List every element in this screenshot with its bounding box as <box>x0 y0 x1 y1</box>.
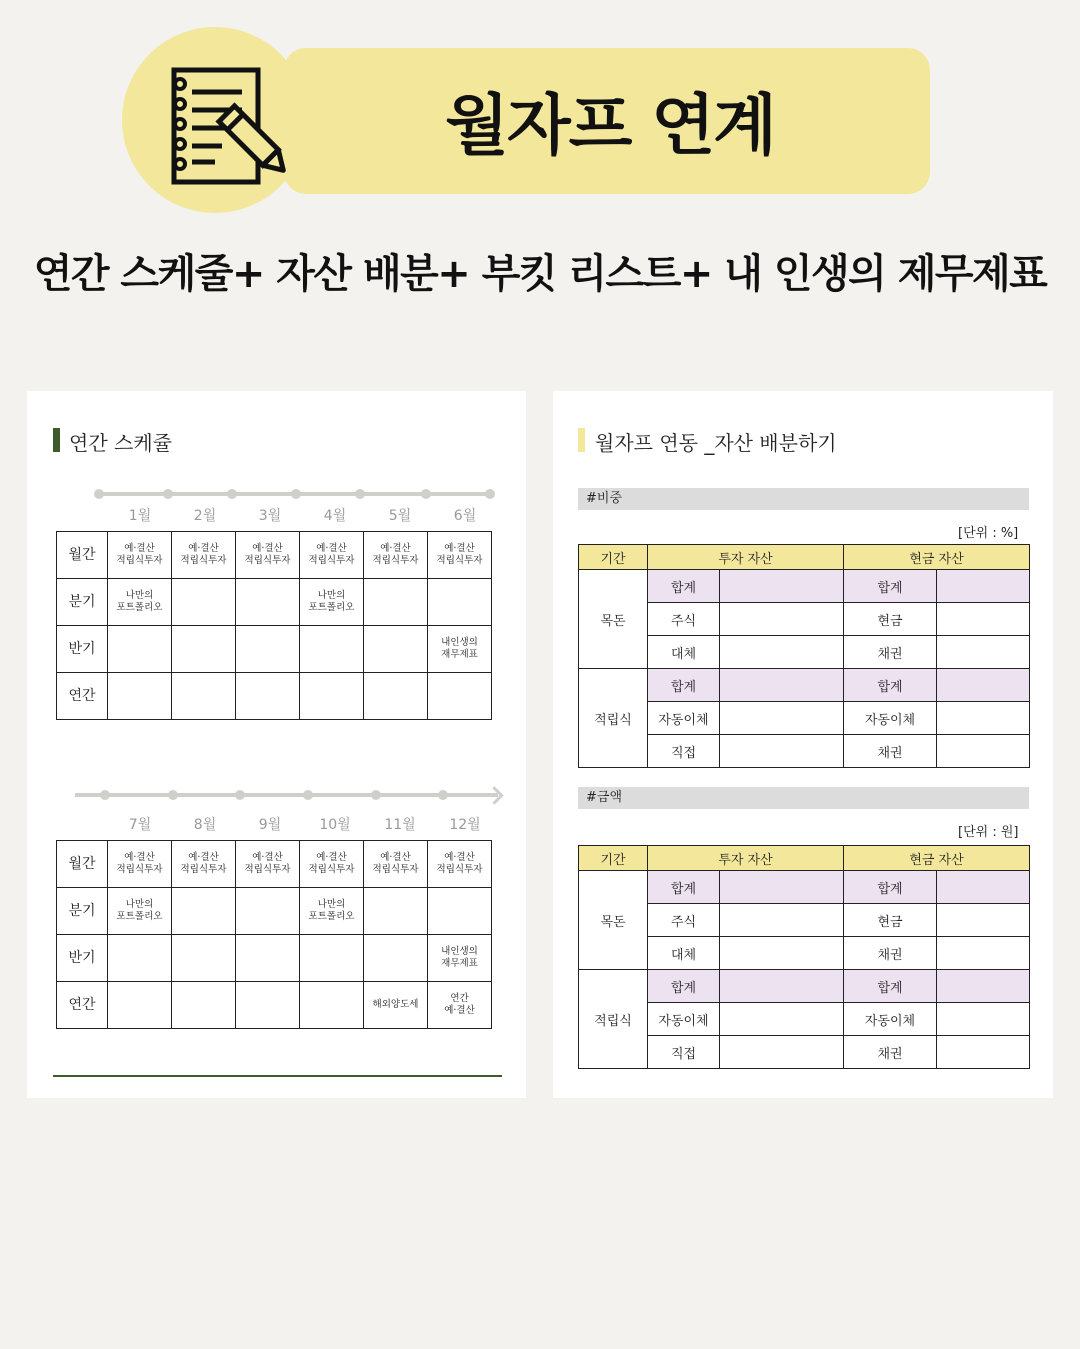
schedule-row <box>57 982 492 1029</box>
timeline-dot <box>371 790 381 800</box>
cash-label: 현금 <box>844 603 937 636</box>
schedule-cell <box>364 935 428 982</box>
timeline-dot <box>94 489 104 499</box>
schedule-cell <box>172 579 236 626</box>
header-period: 기간 <box>579 846 648 871</box>
schedule-cell: 예·결산 적립식투자 <box>364 841 428 888</box>
schedule-cell: 나만의 포트폴리오 <box>300 579 364 626</box>
schedule-cell <box>300 935 364 982</box>
cash-label: 합계 <box>844 871 937 904</box>
schedule-cell: 내인생의 재무제표 <box>428 935 492 982</box>
schedule-cell <box>172 888 236 935</box>
schedule-cell: 예·결산 적립식투자 <box>364 532 428 579</box>
schedule-cell <box>236 579 300 626</box>
schedule-cell <box>172 982 236 1029</box>
schedule-cell <box>300 626 364 673</box>
timeline-dot <box>100 790 110 800</box>
row-header: 반기 <box>57 626 108 673</box>
row-header: 연간 <box>57 982 108 1029</box>
row-header: 월간 <box>57 532 108 579</box>
schedule-row <box>57 935 492 982</box>
schedule-cell <box>364 579 428 626</box>
cash-value <box>937 636 1030 669</box>
schedule-cell <box>236 935 300 982</box>
invest-label: 직접 <box>648 1036 720 1069</box>
timeline-dot <box>291 489 301 499</box>
cash-label: 채권 <box>844 636 937 669</box>
timeline-dot <box>355 489 365 499</box>
header-period: 기간 <box>579 545 648 570</box>
timeline-dot <box>163 489 173 499</box>
row-header: 분기 <box>57 888 108 935</box>
schedule-row <box>57 888 492 935</box>
timeline-dot <box>227 489 237 499</box>
cash-value <box>937 669 1030 702</box>
invest-label: 주식 <box>648 603 720 636</box>
schedule-row <box>57 579 492 626</box>
timeline-second-half <box>75 793 498 797</box>
timeline-dot <box>168 790 178 800</box>
allocation-row <box>579 970 1030 1003</box>
cash-value <box>937 970 1030 1003</box>
schedule-title: 연간 스케쥴 <box>69 431 172 455</box>
invest-label: 직접 <box>648 735 720 768</box>
allocation-row <box>579 669 1030 702</box>
schedule-cell: 예·결산 적립식투자 <box>300 532 364 579</box>
invest-label: 합계 <box>648 570 720 603</box>
schedule-cell <box>428 579 492 626</box>
schedule-cell <box>236 673 300 720</box>
schedule-cell: 예·결산 적립식투자 <box>236 532 300 579</box>
header-invest: 투자 자산 <box>648 846 844 871</box>
schedule-cell <box>364 888 428 935</box>
invest-value <box>720 735 844 768</box>
invest-label: 합계 <box>648 970 720 1003</box>
invest-label: 합계 <box>648 669 720 702</box>
header-cash: 현금 자산 <box>844 846 1030 871</box>
schedule-cell: 나만의 포트폴리오 <box>108 888 172 935</box>
schedule-cell: 예·결산 적립식투자 <box>108 841 172 888</box>
invest-value <box>720 669 844 702</box>
schedule-cell <box>108 626 172 673</box>
schedule-row <box>57 532 492 579</box>
schedule-cell: 나만의 포트폴리오 <box>300 888 364 935</box>
cash-label: 자동이체 <box>844 1003 937 1036</box>
month-label: 6월 <box>453 508 477 524</box>
schedule-cell: 연간 예·결산 <box>428 982 492 1029</box>
schedule-cell <box>172 626 236 673</box>
invest-value <box>720 937 844 970</box>
month-label: 8월 <box>193 817 217 833</box>
invest-value <box>720 904 844 937</box>
row-header: 반기 <box>57 935 108 982</box>
schedule-row <box>57 626 492 673</box>
timeline-dot <box>303 790 313 800</box>
schedule-cell <box>236 888 300 935</box>
schedule-cell <box>108 673 172 720</box>
month-label: 1월 <box>128 508 152 524</box>
group-label: 적립식 <box>579 669 648 768</box>
cash-label: 합계 <box>844 669 937 702</box>
allocation-table-amount <box>578 845 1030 1069</box>
unit-percent: [단위 : %] <box>958 526 1019 541</box>
schedule-cell: 해외양도세 <box>364 982 428 1029</box>
header-invest: 투자 자산 <box>648 545 844 570</box>
timeline-dot <box>421 489 431 499</box>
header-row <box>579 846 1030 871</box>
invest-label: 합계 <box>648 871 720 904</box>
cash-value <box>937 1036 1030 1069</box>
schedule-table-second-half <box>56 840 492 1029</box>
invest-value <box>720 970 844 1003</box>
allocation-row <box>579 871 1030 904</box>
schedule-cell: 예·결산 적립식투자 <box>300 841 364 888</box>
invest-value <box>720 1003 844 1036</box>
tag-amount: #금액 <box>578 787 1029 809</box>
schedule-cell: 예·결산 적립식투자 <box>108 532 172 579</box>
divider-line <box>53 1075 502 1077</box>
schedule-cell: 예·결산 적립식투자 <box>428 532 492 579</box>
schedule-cell: 예·결산 적립식투자 <box>428 841 492 888</box>
cash-value <box>937 937 1030 970</box>
month-label: 7월 <box>128 817 152 833</box>
cash-value <box>937 570 1030 603</box>
cash-label: 현금 <box>844 904 937 937</box>
invest-value <box>720 636 844 669</box>
row-header: 분기 <box>57 579 108 626</box>
schedule-cell <box>300 982 364 1029</box>
allocation-row <box>579 570 1030 603</box>
month-label: 3월 <box>258 508 282 524</box>
invest-value <box>720 702 844 735</box>
month-label: 12월 <box>449 817 481 833</box>
notebook-pencil-icon <box>160 62 290 190</box>
schedule-cell: 예·결산 적립식투자 <box>172 532 236 579</box>
month-label: 4월 <box>323 508 347 524</box>
invest-label: 자동이체 <box>648 702 720 735</box>
tag-ratio: #비중 <box>578 488 1029 510</box>
schedule-row <box>57 841 492 888</box>
row-header: 월간 <box>57 841 108 888</box>
schedule-cell: 내인생의 재무제표 <box>428 626 492 673</box>
schedule-table-first-half <box>56 531 492 720</box>
schedule-cell <box>428 673 492 720</box>
schedule-cell <box>300 673 364 720</box>
page-subtitle: 연간 스케줄+ 자산 배분+ 부킷 리스트+ 내 인생의 제무제표 <box>33 251 1047 297</box>
header-cash: 현금 자산 <box>844 545 1030 570</box>
schedule-cell <box>108 982 172 1029</box>
invest-value <box>720 603 844 636</box>
schedule-cell: 예·결산 적립식투자 <box>236 841 300 888</box>
cash-value <box>937 904 1030 937</box>
invest-label: 대체 <box>648 636 720 669</box>
schedule-cell <box>108 935 172 982</box>
group-label: 목돈 <box>579 570 648 669</box>
schedule-cell <box>428 888 492 935</box>
schedule-cell <box>236 626 300 673</box>
schedule-cell: 나만의 포트폴리오 <box>108 579 172 626</box>
schedule-cell <box>364 673 428 720</box>
invest-label: 대체 <box>648 937 720 970</box>
cash-label: 합계 <box>844 970 937 1003</box>
month-label: 10월 <box>319 817 351 833</box>
schedule-cell <box>236 982 300 1029</box>
schedule-cell <box>364 626 428 673</box>
banner-title: 월자프 연계 <box>445 87 775 164</box>
schedule-cell: 예·결산 적립식투자 <box>172 841 236 888</box>
cash-value <box>937 871 1030 904</box>
cash-label: 채권 <box>844 937 937 970</box>
invest-label: 자동이체 <box>648 1003 720 1036</box>
schedule-cell <box>172 673 236 720</box>
section-marker <box>53 428 60 452</box>
timeline-dot <box>485 489 495 499</box>
cash-label: 자동이체 <box>844 702 937 735</box>
schedule-row <box>57 673 492 720</box>
cash-value <box>937 1003 1030 1036</box>
month-label: 2월 <box>193 508 217 524</box>
invest-label: 주식 <box>648 904 720 937</box>
section-marker <box>578 428 585 452</box>
cash-label: 채권 <box>844 735 937 768</box>
cash-value <box>937 603 1030 636</box>
allocation-title: 월자프 연동 _자산 배분하기 <box>595 431 837 455</box>
month-label: 11월 <box>384 817 416 833</box>
invest-value <box>720 1036 844 1069</box>
timeline-dot <box>235 790 245 800</box>
invest-value <box>720 570 844 603</box>
cash-label: 채권 <box>844 1036 937 1069</box>
header-row <box>579 545 1030 570</box>
cash-value <box>937 735 1030 768</box>
month-label: 5월 <box>388 508 412 524</box>
group-label: 목돈 <box>579 871 648 970</box>
schedule-cell <box>172 935 236 982</box>
row-header: 연간 <box>57 673 108 720</box>
unit-won: [단위 : 원] <box>958 825 1019 840</box>
cash-value <box>937 702 1030 735</box>
allocation-table-ratio <box>578 544 1030 768</box>
timeline-dot <box>438 790 448 800</box>
cash-label: 합계 <box>844 570 937 603</box>
invest-value <box>720 871 844 904</box>
group-label: 적립식 <box>579 970 648 1069</box>
month-label: 9월 <box>258 817 282 833</box>
